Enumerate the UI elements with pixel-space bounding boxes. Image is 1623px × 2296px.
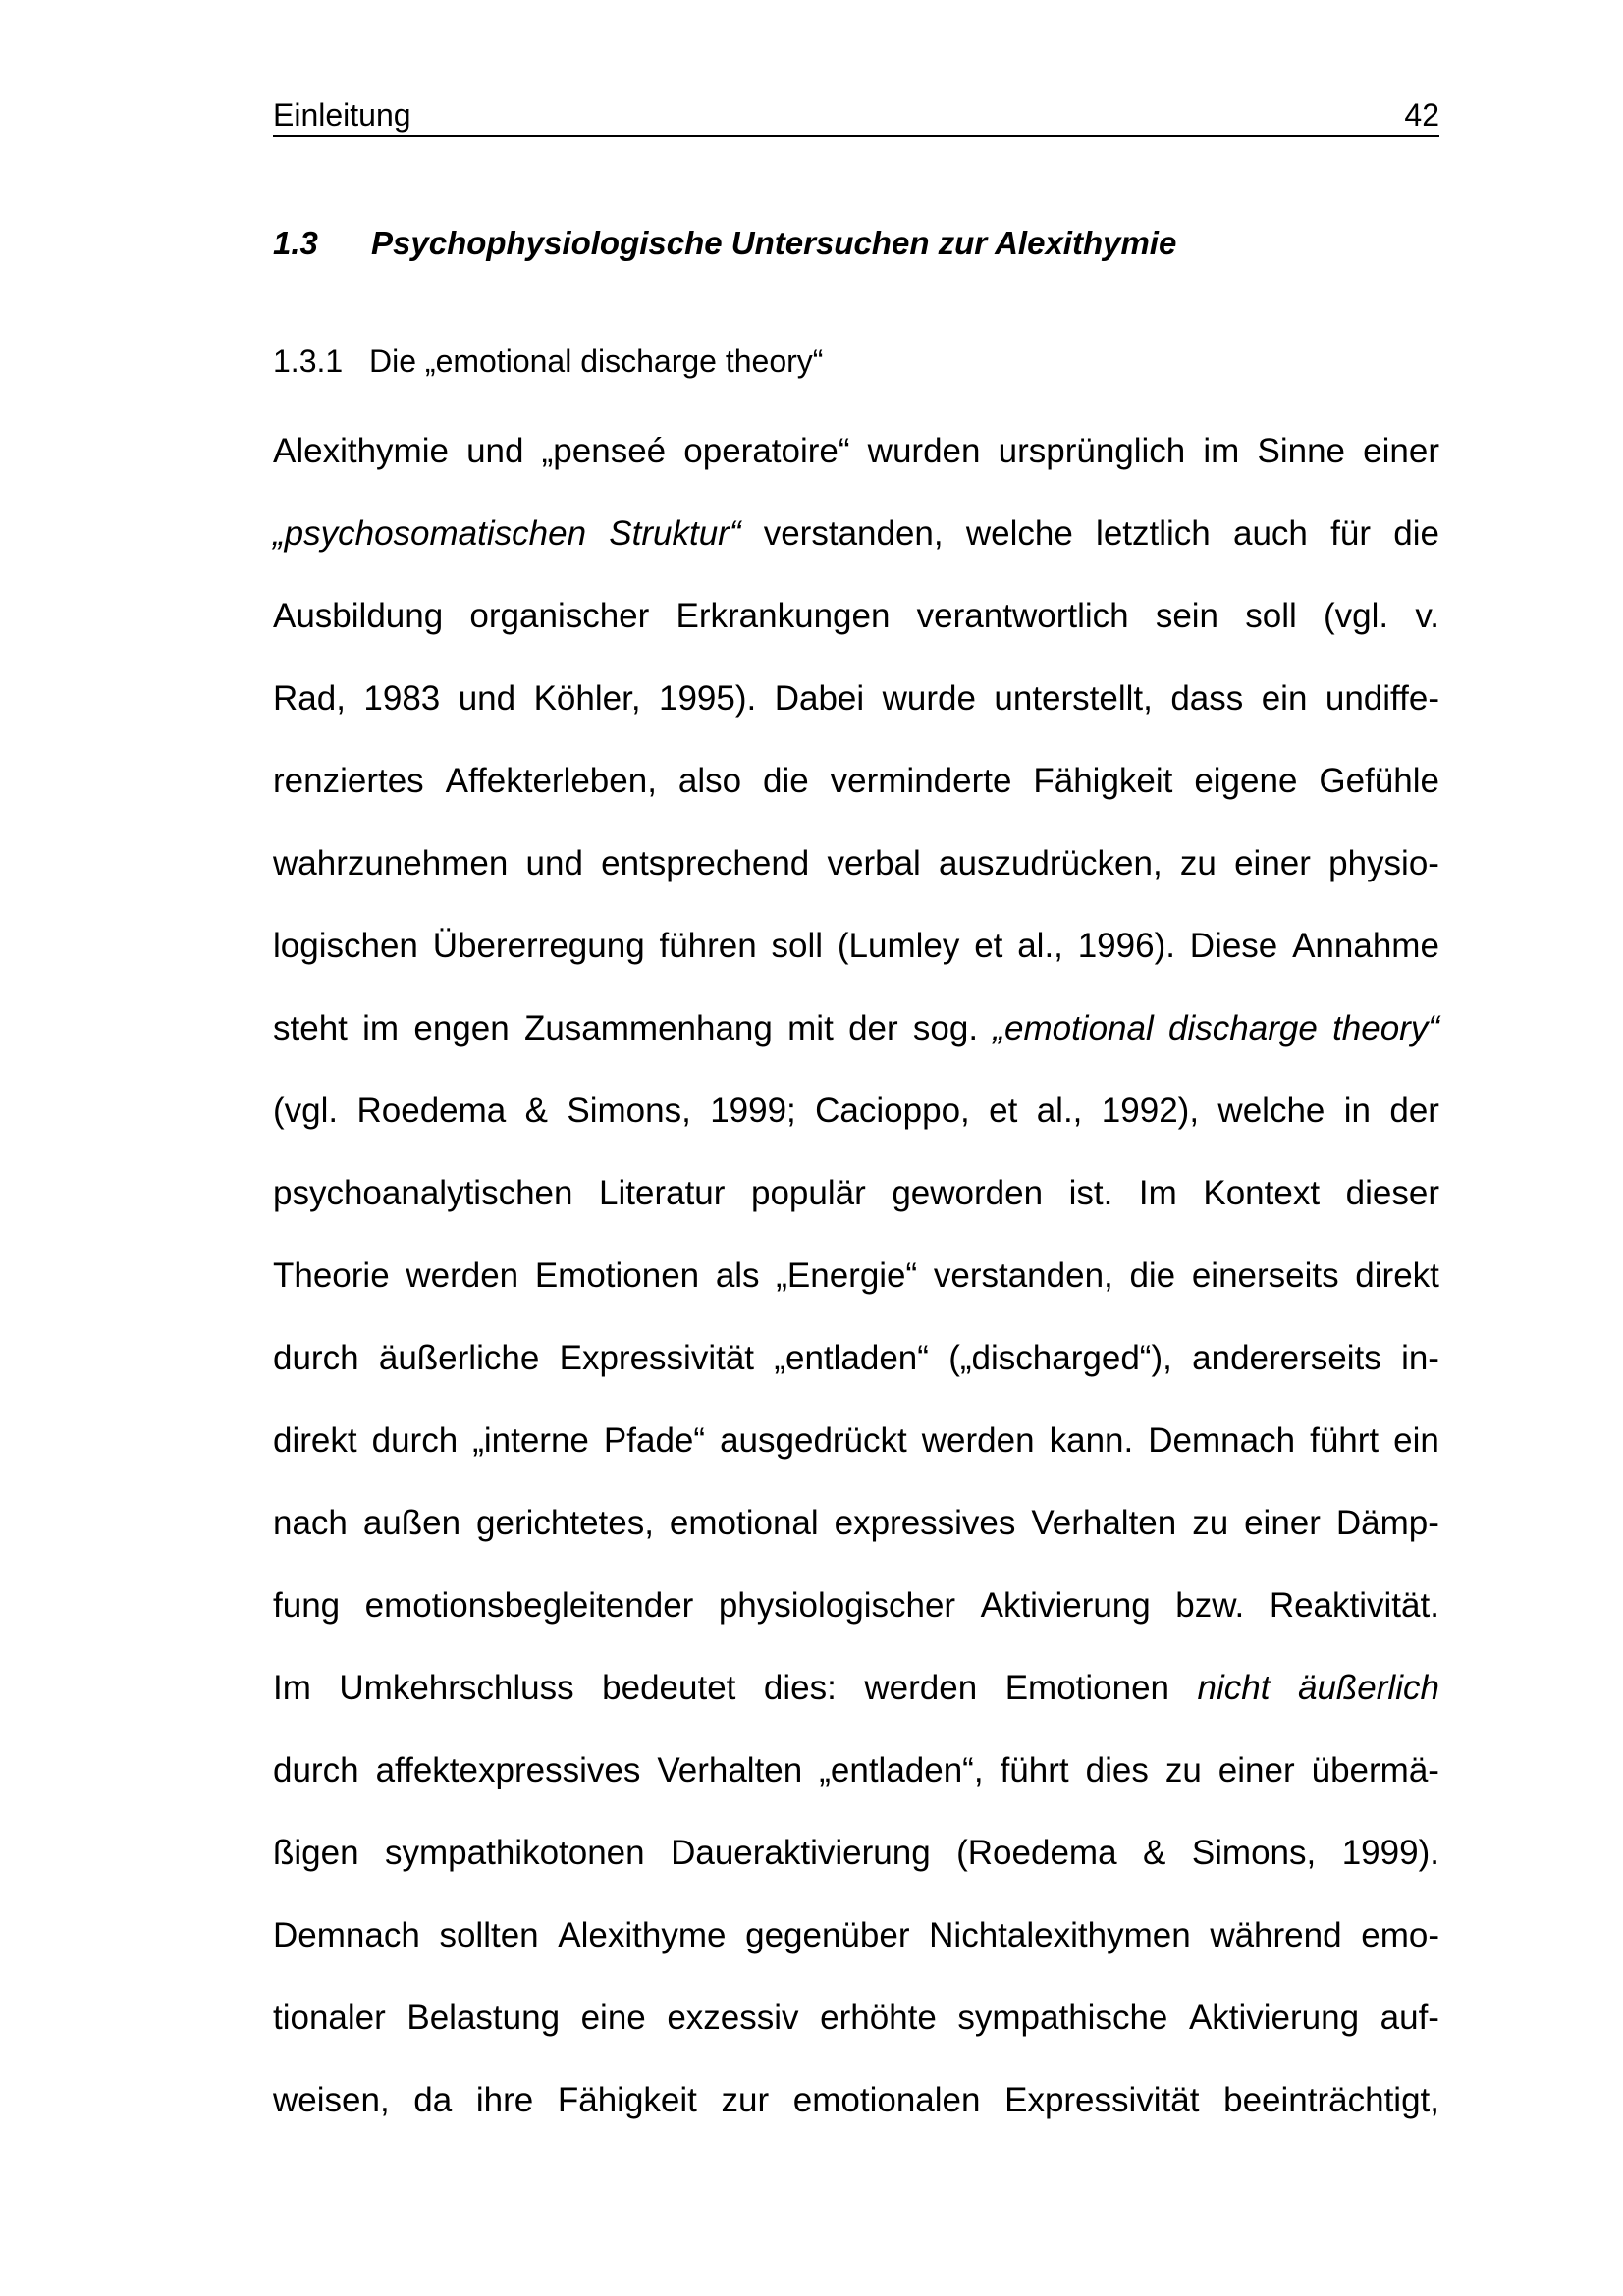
word: emotionsbegleitender [364,1586,694,1625]
word: & [524,1092,548,1130]
word: Verhalten [1031,1504,1177,1542]
word: einer [1244,1504,1321,1542]
word: (vgl. [1324,597,1389,635]
word: der [848,1009,898,1047]
text-line [273,1325,1439,1408]
text-line [273,1243,1439,1325]
word: discharge [1168,1009,1318,1047]
word: werden [864,1669,978,1707]
word: Expressivität [1004,2081,1200,2119]
word: während [1210,1916,1342,1954]
word: affektexpressives [375,1751,641,1789]
word: beeinträchtigt, [1223,2081,1439,2119]
word: Alexithyme [558,1916,727,1954]
word: Nichtalexithymen [929,1916,1191,1954]
word: expressives [834,1504,1016,1542]
word: psychoanalytischen [273,1174,573,1212]
word: geworden [892,1174,1044,1212]
word: Simons, [567,1092,691,1130]
word: als [715,1256,760,1295]
word: ein [1261,679,1308,718]
text-line [273,1490,1439,1573]
word: Literatur [599,1174,726,1212]
word: die [1393,514,1439,553]
word: nach [273,1504,348,1542]
word: physiologischer [718,1586,956,1625]
word: zu [1164,1751,1202,1789]
word: übermä- [1311,1751,1439,1789]
word: in [1343,1092,1371,1130]
word: (Roedema [956,1834,1117,1872]
word: durch [273,1339,359,1377]
word: Umkehrschluss [339,1669,574,1707]
word: Ausbildung [273,597,444,635]
word: Übererregung [432,927,645,965]
text-line [273,666,1439,748]
word: Im [1138,1174,1177,1212]
word: dass [1170,679,1244,718]
word: soll [1245,597,1297,635]
word: dies: [763,1669,837,1707]
word: auch [1233,514,1308,553]
word: bedeutet [602,1669,736,1707]
word: der [1389,1092,1439,1130]
word: Aktivierung [1188,1999,1360,2037]
word: direkt [273,1421,357,1460]
word: „psychosomatischen [273,514,587,553]
word: emo- [1361,1916,1439,1954]
word: logischen [273,927,418,965]
word: äußerliche [378,1339,540,1377]
word: Struktur“ [609,514,741,553]
word: Reaktivität. [1269,1586,1439,1625]
text-line [273,1078,1439,1160]
word: („discharged“), [948,1339,1172,1377]
word: durch [273,1751,359,1789]
text-line [273,1902,1439,1985]
word: und [525,844,583,882]
word: eine [580,1999,646,2037]
subsection-number: 1.3.1 [273,344,344,379]
section-number: 1.3 [273,225,318,261]
word: die [1129,1256,1176,1295]
word: ein [1393,1421,1439,1460]
word: einer [1363,432,1439,470]
word: Dabei [774,679,865,718]
word: da [413,2081,453,2119]
text-line [273,995,1439,1078]
word: Emotionen [1004,1669,1170,1707]
word: sympathische [957,1999,1168,2037]
word: (vgl. [273,1092,339,1130]
word: führen [659,927,757,965]
word: sympathikotonen [385,1834,645,1872]
word: verantwortlich [916,597,1129,635]
text-line [273,913,1439,995]
page-number: 42 [1404,97,1439,133]
word: zur [721,2081,770,2119]
section-heading [273,222,1176,265]
word: v. [1415,597,1439,635]
word: sog. [912,1009,979,1047]
word: al., [1017,927,1063,965]
word: Im [273,1669,311,1707]
word: im [1203,432,1240,470]
word: organischer [469,597,650,635]
section-title: Psychophysiologische Untersuchen zur Alexithymie [371,225,1177,261]
word: einerseits [1191,1256,1339,1295]
word: operatoire“ [683,432,850,470]
word: 1999). [1341,1834,1439,1872]
word: Demnach [273,1916,420,1954]
word: Erkrankungen [676,597,891,635]
word: Affekterleben, [445,762,657,800]
word: werden [921,1421,1035,1460]
word: Zusammenhang [523,1009,773,1047]
word: renziertes [273,762,424,800]
word: „penseé [541,432,667,470]
word: „Energie“ [776,1256,918,1295]
word: Verhalten [657,1751,803,1789]
word: dies [1085,1751,1149,1789]
word: weisen, [273,2081,390,2119]
word: undiffe- [1325,679,1439,718]
word: Annahme [1292,927,1439,965]
word: gegenüber [745,1916,910,1954]
word: steht [273,1009,348,1047]
word: physio- [1328,844,1439,882]
word: führt [1000,1751,1069,1789]
word: die [763,762,809,800]
word: letztlich [1096,514,1211,553]
text-line [273,1820,1439,1902]
word: ausgedrückt [720,1421,907,1460]
text-line [273,1408,1439,1490]
word: in- [1401,1339,1439,1377]
word: bzw. [1175,1586,1245,1625]
word: also [677,762,742,800]
word: al., [1036,1092,1083,1130]
word: Rad, [273,679,346,718]
text-line [273,1160,1439,1243]
text-line [273,418,1439,501]
word: „interne [472,1421,589,1460]
word: welche [1217,1092,1325,1130]
word: Cacioppo, [815,1092,970,1130]
word: Expressivität [559,1339,755,1377]
word: soll [771,927,824,965]
word: werden [406,1256,519,1295]
word: eigene [1194,762,1298,800]
subsection-title: Die „emotional discharge theory“ [369,344,824,379]
word: äußerlich [1297,1669,1439,1707]
word: außen [362,1504,461,1542]
word: ßigen [273,1834,359,1872]
word: durch [371,1421,459,1460]
word: ist. [1068,1174,1113,1212]
text-line [273,1655,1439,1737]
word: ihre [475,2081,534,2119]
text-line [273,1737,1439,1820]
word: direkt [1355,1256,1439,1295]
word: auszudrücken, [939,844,1163,882]
word: Theorie [273,1256,390,1295]
word: Emotionen [534,1256,700,1295]
word: zu [1192,1504,1229,1542]
word: wurden [867,432,981,470]
word: welche [965,514,1073,553]
word: fung [273,1586,341,1625]
body-paragraph [273,418,1439,2150]
word: Fähigkeit [1033,762,1173,800]
word: theory“ [1332,1009,1439,1047]
word: auf- [1380,1999,1439,2037]
word: Fähigkeit [557,2081,697,2119]
word: für [1330,514,1371,553]
word: et [974,927,1003,965]
word: Dämp- [1335,1504,1439,1542]
word: Kontext [1203,1174,1321,1212]
word: exzessiv [667,1999,799,2037]
word: gerichtetes, [476,1504,654,1542]
word: Daueraktivierung [671,1834,931,1872]
word: verstanden, [763,514,944,553]
word: 1983 [363,679,441,718]
word: einer [1234,844,1311,882]
running-title: Einleitung [273,97,411,133]
word: emotional [669,1504,819,1542]
word: nicht [1197,1669,1271,1707]
word: sollten [439,1916,539,1954]
word: Belastung [406,1999,561,2037]
word: Alexithymie [273,432,449,470]
word: 1992), [1101,1092,1200,1130]
text-line [273,501,1439,583]
text-line [273,748,1439,830]
word: Köhler, [533,679,641,718]
word: 1996). [1077,927,1175,965]
text-line [273,583,1439,666]
word: (Lumley [837,927,960,965]
word: verstanden, [933,1256,1113,1295]
word: und [466,432,524,470]
word: engen [413,1009,510,1047]
word: Diese [1189,927,1278,965]
word: Sinne [1257,432,1346,470]
word: führt [1310,1421,1380,1460]
word: Demnach [1148,1421,1296,1460]
word: Roedema [356,1092,507,1130]
word: 1995). [659,679,757,718]
running-header [273,94,1439,137]
text-line [273,1573,1439,1655]
word: kann. [1049,1421,1134,1460]
word: populär [751,1174,866,1212]
word: dieser [1345,1174,1439,1212]
word: Simons, [1191,1834,1317,1872]
word: im [362,1009,400,1047]
subsection-heading [273,340,823,383]
word: & [1143,1834,1166,1872]
word: Gefühle [1319,762,1439,800]
word: „emotional [993,1009,1154,1047]
word: entsprechend [601,844,810,882]
word: zu [1179,844,1217,882]
word: 1999; [710,1092,796,1130]
word: tionaler [273,1999,386,2037]
word: wurde [882,679,976,718]
word: ursprünglich [998,432,1186,470]
word: und [458,679,516,718]
word: einer [1217,1751,1295,1789]
word: „entladen“ [774,1339,929,1377]
text-line [273,1985,1439,2067]
text-line [273,2067,1439,2150]
word: „entladen“, [819,1751,984,1789]
word: verbal [827,844,921,882]
word: verminderte [830,762,1012,800]
word: erhöhte [820,1999,937,2037]
word: sein [1155,597,1219,635]
word: Aktivierung [980,1586,1151,1625]
word: Pfade“ [603,1421,706,1460]
word: mit [787,1009,834,1047]
word: et [989,1092,1018,1130]
word: unterstellt, [994,679,1153,718]
text-line [273,830,1439,913]
word: emotionalen [792,2081,981,2119]
word: wahrzunehmen [273,844,509,882]
word: andererseits [1192,1339,1381,1377]
